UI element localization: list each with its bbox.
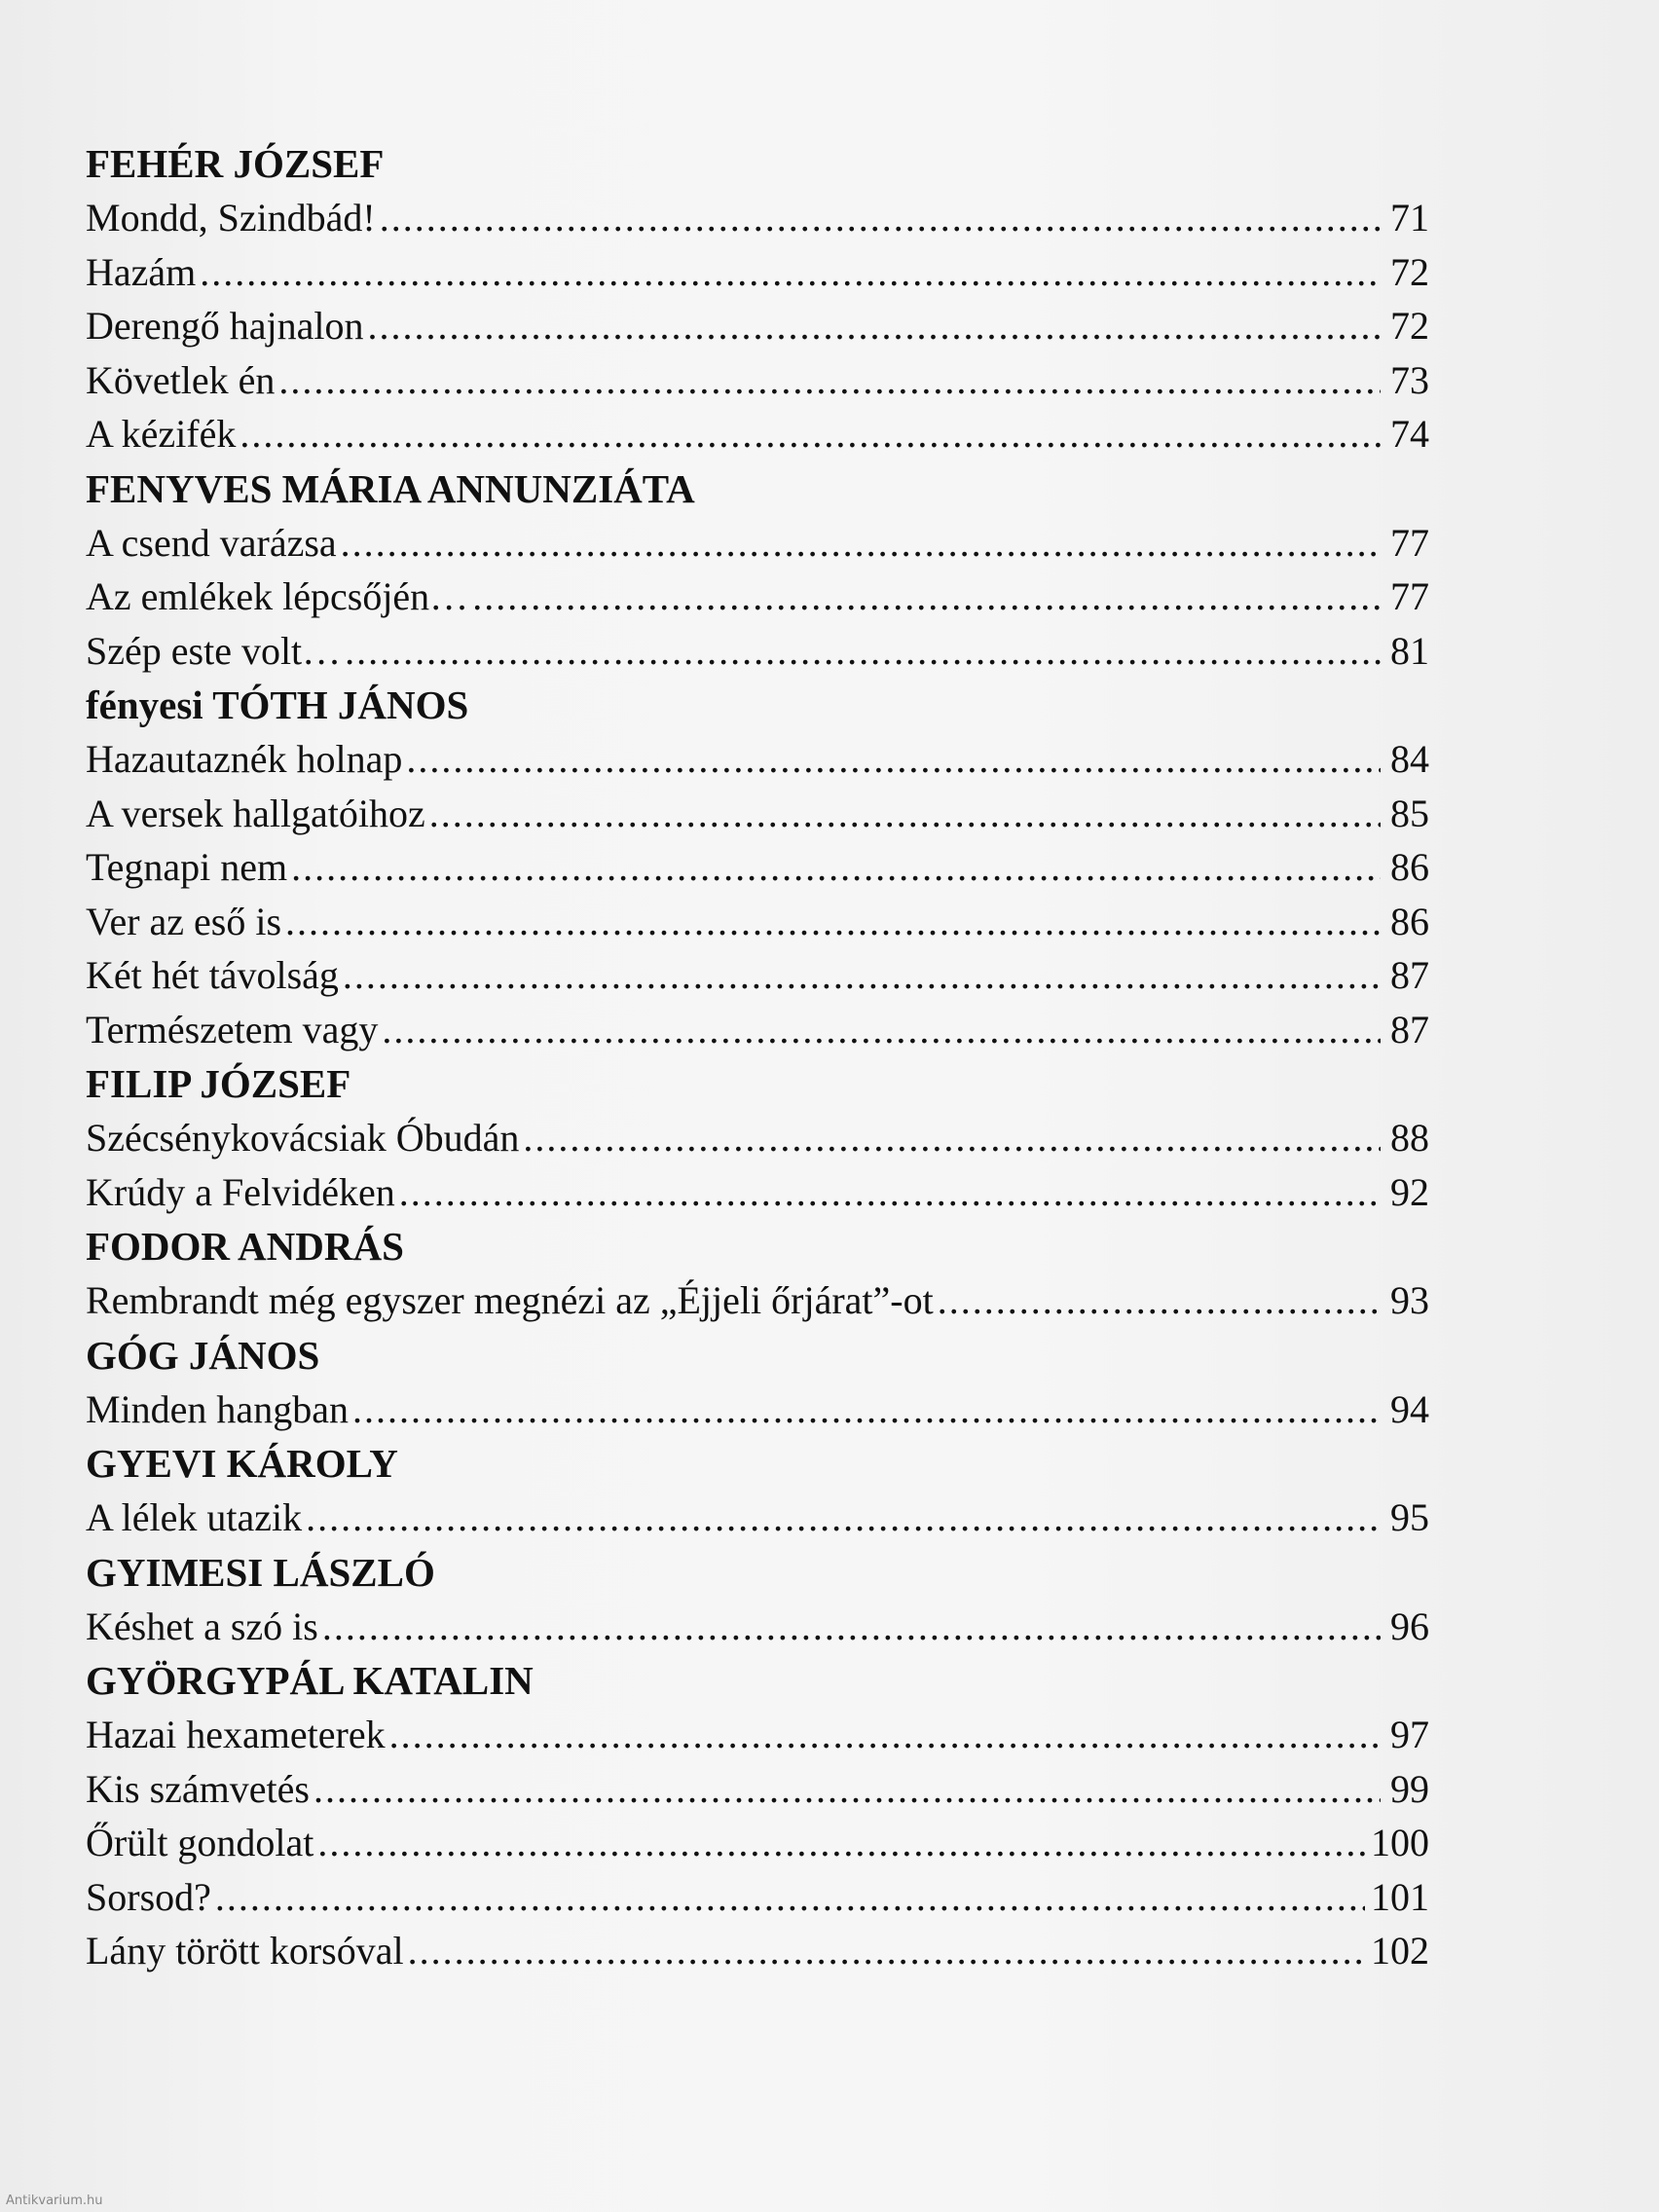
page-number: 87 <box>1390 1007 1429 1051</box>
entry-title: Rembrandt még egyszer megnézi az „Éjjeli őrjárat”-ot <box>86 1278 934 1322</box>
page-number: 77 <box>1390 520 1429 565</box>
toc-entry <box>86 1816 1429 1870</box>
dot-leader <box>367 299 1381 353</box>
toc-entry <box>86 1491 1429 1545</box>
page-number: 92 <box>1390 1169 1429 1214</box>
dot-leader <box>341 516 1381 571</box>
dot-leader <box>306 1491 1381 1545</box>
entry-title: A csend varázsa <box>86 520 337 565</box>
page-number: 71 <box>1390 196 1429 240</box>
entry-title: A versek hallgatóihoz <box>86 791 425 835</box>
dot-leader <box>285 895 1381 949</box>
page-number: 102 <box>1371 1929 1429 1972</box>
dot-leader <box>322 1600 1381 1654</box>
toc-entry <box>86 1382 1429 1437</box>
author-heading: FILIP JÓZSEF <box>86 1061 351 1106</box>
toc-entry <box>86 1600 1429 1654</box>
entry-title: A lélek utazik <box>86 1495 303 1539</box>
author-heading: GYEVI KÁROLY <box>86 1441 398 1486</box>
author-heading: fényesi TÓTH JÁNOS <box>86 682 469 727</box>
page-number: 97 <box>1390 1713 1429 1756</box>
entry-title: Kis számvetés <box>86 1766 310 1811</box>
entry-title: Késhet a szó is <box>86 1604 318 1648</box>
dot-leader <box>380 191 1381 245</box>
toc-entry <box>86 570 1429 624</box>
page-number: 96 <box>1390 1604 1429 1648</box>
entry-title: Őrült gondolat <box>86 1821 314 1864</box>
page-number: 100 <box>1371 1821 1429 1864</box>
dot-leader <box>343 948 1381 1003</box>
dot-leader <box>472 570 1381 624</box>
entry-title: Szécsénykovácsiak Óbudán <box>86 1116 520 1160</box>
entry-title: Az emlékek lépcsőjén… <box>86 574 469 618</box>
entry-title: Derengő hajnalon <box>86 304 364 348</box>
page-number: 99 <box>1390 1766 1429 1811</box>
toc-entry <box>86 1273 1429 1328</box>
toc-entry <box>86 624 1429 679</box>
entry-title: Hazautaznék holnap <box>86 737 403 781</box>
dot-leader <box>200 245 1381 300</box>
page-number: 93 <box>1390 1278 1429 1322</box>
page-number: 94 <box>1390 1386 1429 1431</box>
watermark: Antikvarium.hu <box>6 2194 103 2208</box>
entry-title: Szép este volt… <box>86 628 342 673</box>
toc-entry <box>86 787 1429 841</box>
author-heading: FODOR ANDRÁS <box>86 1224 404 1269</box>
toc-entry <box>86 245 1429 300</box>
page-number: 81 <box>1390 628 1429 673</box>
toc-entry <box>86 840 1429 895</box>
toc-entry <box>86 1924 1429 1978</box>
dot-leader <box>382 1003 1381 1057</box>
toc-entry <box>86 948 1429 1003</box>
toc-entry <box>86 1165 1429 1220</box>
toc-entry <box>86 1003 1429 1057</box>
page-number: 73 <box>1390 357 1429 402</box>
entry-title: Követlek én <box>86 357 276 402</box>
toc-entry <box>86 407 1429 461</box>
toc-entry <box>86 732 1429 787</box>
page-number: 72 <box>1390 304 1429 348</box>
toc-entry <box>86 516 1429 571</box>
page-number: 88 <box>1390 1116 1429 1160</box>
page-number: 74 <box>1390 412 1429 456</box>
dot-leader <box>523 1111 1381 1165</box>
dot-leader <box>215 1870 1365 1925</box>
toc-entry <box>86 1762 1429 1817</box>
dot-leader <box>278 353 1381 408</box>
author-heading: FENYVES MÁRIA ANNUNZIÁTA <box>86 465 695 511</box>
dot-leader <box>389 1708 1381 1762</box>
entry-title: Mondd, Szindbád! <box>86 196 376 240</box>
page-number: 86 <box>1390 899 1429 943</box>
entry-title: A kézifék <box>86 412 237 456</box>
dot-leader <box>291 840 1381 895</box>
dot-leader <box>406 732 1381 787</box>
table-of-contents <box>86 136 1429 1978</box>
toc-entry <box>86 1111 1429 1165</box>
author-heading: GYIMESI LÁSZLÓ <box>86 1549 435 1595</box>
page-number: 86 <box>1390 845 1429 889</box>
page-number: 77 <box>1390 574 1429 618</box>
author-heading: GYÖRGYPÁL KATALIN <box>86 1658 534 1703</box>
dot-leader <box>352 1382 1381 1437</box>
entry-title: Krúdy a Felvidéken <box>86 1169 395 1214</box>
entry-title: Tegnapi nem <box>86 845 288 889</box>
toc-entry <box>86 191 1429 245</box>
toc-entry <box>86 895 1429 949</box>
dot-leader <box>345 624 1381 679</box>
entry-title: Minden hangban <box>86 1386 349 1431</box>
entry-title: Ver az eső is <box>86 899 282 943</box>
entry-title: Sorsod? <box>86 1874 211 1919</box>
dot-leader <box>313 1762 1381 1817</box>
page-number: 95 <box>1390 1495 1429 1539</box>
toc-entry <box>86 299 1429 353</box>
dot-leader <box>938 1273 1381 1328</box>
dot-leader <box>408 1924 1365 1978</box>
page-number: 72 <box>1390 249 1429 294</box>
page-number: 87 <box>1390 953 1429 997</box>
entry-title: Természetem vagy <box>86 1007 379 1051</box>
dot-leader <box>399 1165 1381 1220</box>
toc-entry <box>86 1870 1429 1925</box>
entry-title: Két hét távolság <box>86 953 339 997</box>
author-heading: FEHÉR JÓZSEF <box>86 141 385 186</box>
author-heading: GÓG JÁNOS <box>86 1332 320 1378</box>
page-number: 85 <box>1390 791 1429 835</box>
page-number: 101 <box>1371 1874 1429 1919</box>
dot-leader <box>240 407 1381 461</box>
entry-title: Lány törött korsóval <box>86 1929 404 1972</box>
dot-leader <box>429 787 1381 841</box>
page-number: 84 <box>1390 737 1429 781</box>
entry-title: Hazai hexameterek <box>86 1713 386 1756</box>
entry-title: Hazám <box>86 249 197 294</box>
toc-entry <box>86 1708 1429 1762</box>
toc-entry <box>86 353 1429 408</box>
dot-leader <box>317 1816 1365 1870</box>
